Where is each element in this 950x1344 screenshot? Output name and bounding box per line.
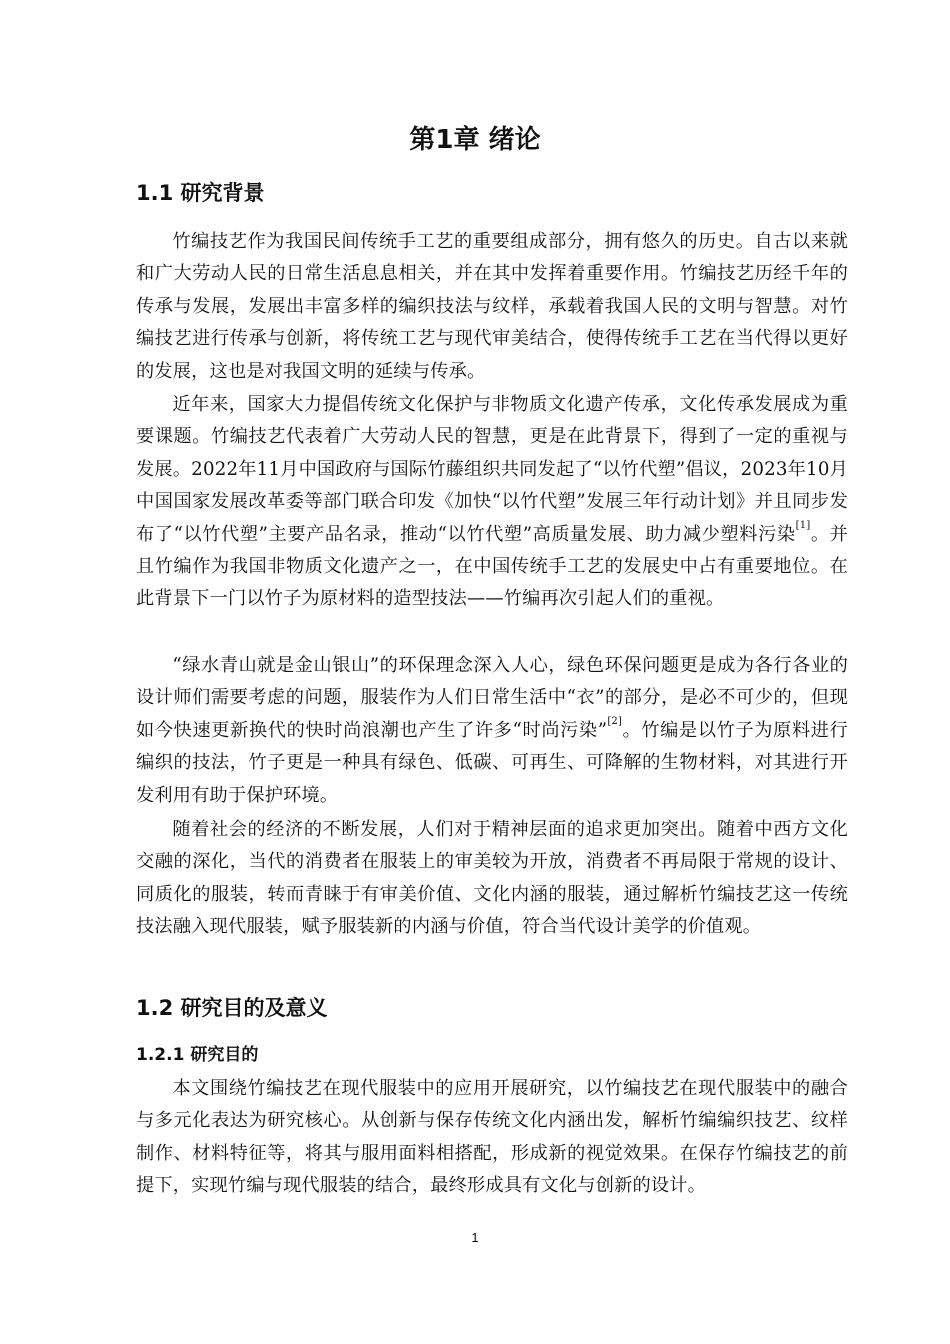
paragraph-5: 本文围绕竹编技艺在现代服装中的应用开展研究，以竹编技艺在现代服装中的融合与多元化表达为研究核心。从创新与保存传统文化内涵出发，解析竹编编织技艺、纹样制作、材料特征等，将其与服用面料相搭配，形成新的视觉效果。在保存竹编技艺的前提下，实现竹编与现代服装的结合，最终形成具有文化与创新的设计。 [136, 1078, 848, 1197]
paragraph-1: 竹编技艺作为我国民间传统手工艺的重要组成部分，拥有悠久的历史。自古以来就和广大劳动人民的日常生活息息相关，并在其中发挥着重要作用。竹编技艺历经千年的传承与发展，发展出丰富多样的编织技法与纹样，承载着我国人民的文明与智慧。对竹编技艺进行传承与创新，将传统工艺与现代审美结合，使得传统手工艺在当代得以更好的发展，这也是对我国文明的延续与传承。 [136, 231, 848, 382]
paragraph-4: 随着社会的经济的不断发展，人们对于精神层面的追求更加突出。随着中西方文化交融的深化，当代的消费者在服装上的审美较为开放，消费者不再局限于常规的设计、同质化的服装，转而青睐于有审美价值、文化内涵的服装，通过解析竹编技艺这一传统技法融入现代服装，赋予服装新的内涵与价值，符合当代设计美学的价值观。 [136, 819, 848, 938]
paragraph-3 [136, 650, 848, 812]
subsection-heading-1-2-1: 1.2.1 研究目的 [136, 1045, 259, 1065]
paragraph-3-text-a: “绿水青山就是金山银山”的环保理念深入人心，绿色环保问题更是成为各行各业的设计师们需要考虑的问题，服装作为人们日常生活中“衣”的部分，是必不可少的，但现如今快速更新换代的快时尚浪潮也产生了许多“时尚污染” [136, 655, 848, 741]
paragraph-2-text-b: 。并且竹编作为我国非物质文化遗产之一，在中国传统手工艺的发展史中占有重要地位。在此背景下一门以竹子为原材料的造型技法——竹编再次引起人们的重视。 [136, 523, 849, 610]
paragraph-3-text-b: 。竹编是以竹子为原料进行编织的技法，竹子更是一种具有绿色、低碳、可再生、可降解的生物材料，对其进行开发利用有助于保护环境。 [136, 719, 849, 806]
citation-1: [1] [795, 519, 811, 531]
paragraph-2-text-a: 近年来，国家大力提倡传统文化保护与非物质文化遗产传承，文化传承发展成为重要课题。竹编技艺代表着广大劳动人民的智慧，更是在此背景下，得到了一定的重视与发展。2022年11月中国政府与国际竹藤组织共同发起了“以竹代塑”倡议，2023年10月中国国家发展改革委等部门联合印发《加快“以竹代塑”发展三年行动计划》并且同步发布了“以竹代塑”主要产品名录，推动“以竹代塑”高质量发展、助力减少塑料污染 [136, 394, 848, 545]
chapter-title: 第1章 绪论 [409, 125, 541, 155]
section-heading-1-2: 1.2 研究目的及意义 [136, 996, 328, 1020]
citation-2: [2] [607, 715, 623, 727]
page-number: 1 [471, 1230, 479, 1245]
section-heading-1-1: 1.1 研究背景 [136, 181, 265, 205]
paragraph-2 [136, 389, 848, 616]
